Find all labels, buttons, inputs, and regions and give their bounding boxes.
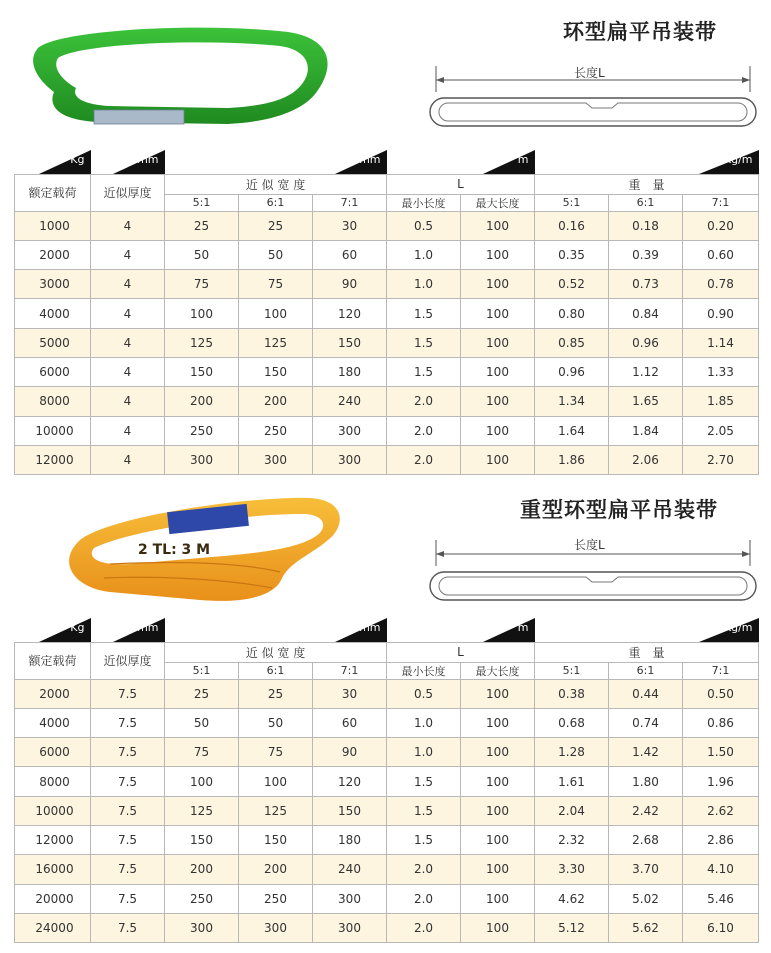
table-cell: 100 [461, 913, 535, 942]
table-cell: 0.78 [683, 270, 759, 299]
table-cell: 300 [313, 416, 387, 445]
table-row [15, 679, 759, 708]
table-cell: 125 [165, 796, 239, 825]
table-cell: 5.12 [535, 913, 609, 942]
table-cell: 125 [165, 328, 239, 357]
header-thickness: 近似厚度 [91, 642, 165, 679]
table-cell: 2000 [15, 679, 91, 708]
table-cell: 4.10 [683, 855, 759, 884]
table-cell: 50 [165, 240, 239, 269]
table-cell: 0.35 [535, 240, 609, 269]
header-weight: 重 量 [535, 174, 759, 194]
table-cell: 1.5 [387, 825, 461, 854]
table-cell: 150 [165, 825, 239, 854]
table-cell: 100 [461, 357, 535, 386]
table-cell: 10000 [15, 416, 91, 445]
spec-table-heavy [14, 618, 759, 943]
unit-tab: mm [91, 618, 165, 642]
table-cell: 0.90 [683, 299, 759, 328]
table-cell: 0.73 [609, 270, 683, 299]
header-min-length: 最小长度 [387, 662, 461, 679]
header-ratio: 7:1 [683, 194, 759, 211]
table-cell: 2.0 [387, 855, 461, 884]
table-cell: 2.86 [683, 825, 759, 854]
table-cell: 1.5 [387, 328, 461, 357]
table-cell: 2.62 [683, 796, 759, 825]
green-sling-image [18, 18, 338, 130]
table-cell: 0.68 [535, 708, 609, 737]
table-cell: 0.16 [535, 211, 609, 240]
table-cell: 8000 [15, 767, 91, 796]
section-title-standard: 环型扁平吊装带 [563, 20, 717, 44]
table-cell: 1.33 [683, 357, 759, 386]
table-cell: 0.96 [609, 328, 683, 357]
header-ratio: 6:1 [609, 194, 683, 211]
table-cell: 0.85 [535, 328, 609, 357]
table-cell: 75 [239, 270, 313, 299]
table-row [15, 416, 759, 445]
table-cell: 240 [313, 387, 387, 416]
section-title-heavy: 重型环型扁平吊装带 [520, 498, 718, 522]
table-cell: 7.5 [91, 679, 165, 708]
table-row [15, 357, 759, 386]
table-row [15, 738, 759, 767]
table-cell: 100 [461, 855, 535, 884]
table-cell: 3.70 [609, 855, 683, 884]
table-cell: 100 [461, 211, 535, 240]
table-cell: 1.42 [609, 738, 683, 767]
table-cell: 250 [239, 884, 313, 913]
table-row [15, 211, 759, 240]
header-rated-load: 额定载荷 [15, 174, 91, 211]
table-cell: 150 [313, 796, 387, 825]
table-cell: 0.96 [535, 357, 609, 386]
header-ratio: 5:1 [165, 194, 239, 211]
table-cell: 2.32 [535, 825, 609, 854]
table-cell: 0.18 [609, 211, 683, 240]
table-cell: 12000 [15, 825, 91, 854]
table-cell: 5.46 [683, 884, 759, 913]
table-cell: 0.50 [683, 679, 759, 708]
table-cell: 200 [239, 855, 313, 884]
table-cell: 100 [461, 240, 535, 269]
unit-tab: Kg [15, 618, 91, 642]
header-min-length: 最小长度 [387, 194, 461, 211]
svg-text:2 TL: 3 M: 2 TL: 3 M [138, 542, 211, 558]
table-cell: 75 [239, 738, 313, 767]
table-cell: 1.86 [535, 445, 609, 474]
table-cell: 30 [313, 679, 387, 708]
table-cell: 2.0 [387, 445, 461, 474]
table-cell: 2.06 [609, 445, 683, 474]
table-cell: 0.80 [535, 299, 609, 328]
unit-tab: Kg/m [683, 150, 759, 174]
header-ratio: 7:1 [313, 662, 387, 679]
table-cell: 1.50 [683, 738, 759, 767]
table-cell: 100 [461, 270, 535, 299]
table-cell: 240 [313, 855, 387, 884]
table-cell: 300 [313, 445, 387, 474]
table-cell: 25 [239, 211, 313, 240]
table-cell: 1.65 [609, 387, 683, 416]
table-cell: 12000 [15, 445, 91, 474]
table-row [15, 825, 759, 854]
table-cell: 100 [461, 328, 535, 357]
table-cell: 180 [313, 357, 387, 386]
table-cell: 90 [313, 270, 387, 299]
table-cell: 100 [461, 884, 535, 913]
length-diagram-1 [426, 60, 758, 130]
table-cell: 1.28 [535, 738, 609, 767]
table-cell: 4 [91, 357, 165, 386]
table-cell: 7.5 [91, 884, 165, 913]
table-cell: 20000 [15, 884, 91, 913]
table-cell: 0.74 [609, 708, 683, 737]
table-row [15, 387, 759, 416]
table-cell: 60 [313, 708, 387, 737]
table-cell: 2.42 [609, 796, 683, 825]
table-cell: 4 [91, 240, 165, 269]
table-cell: 25 [239, 679, 313, 708]
table-cell: 0.86 [683, 708, 759, 737]
table-cell: 0.38 [535, 679, 609, 708]
table-cell: 2.70 [683, 445, 759, 474]
header-width: 近 似 宽 度 [165, 642, 387, 662]
table-cell: 2000 [15, 240, 91, 269]
table-cell: 200 [239, 387, 313, 416]
table-cell: 100 [461, 796, 535, 825]
unit-tab: Kg/m [683, 618, 759, 642]
table-cell: 300 [165, 445, 239, 474]
table-cell: 4 [91, 416, 165, 445]
table-cell: 4 [91, 445, 165, 474]
table-cell: 200 [165, 855, 239, 884]
table-cell: 7.5 [91, 767, 165, 796]
table-cell: 7.5 [91, 913, 165, 942]
table-cell: 4 [91, 299, 165, 328]
table-cell: 1.12 [609, 357, 683, 386]
table-cell: 8000 [15, 387, 91, 416]
table-cell: 1.5 [387, 357, 461, 386]
table-cell: 300 [239, 913, 313, 942]
header-length: L [387, 642, 535, 662]
table-cell: 50 [239, 240, 313, 269]
table-cell: 1.64 [535, 416, 609, 445]
table-cell: 100 [239, 767, 313, 796]
table-cell: 16000 [15, 855, 91, 884]
table-cell: 2.04 [535, 796, 609, 825]
table-cell: 50 [165, 708, 239, 737]
table-row [15, 708, 759, 737]
header-weight: 重 量 [535, 642, 759, 662]
table-cell: 1.84 [609, 416, 683, 445]
table-cell: 4000 [15, 299, 91, 328]
table-cell: 5.62 [609, 913, 683, 942]
table-cell: 7.5 [91, 796, 165, 825]
table-row [15, 913, 759, 942]
table-cell: 1.5 [387, 767, 461, 796]
table-cell: 100 [461, 767, 535, 796]
table-cell: 7.5 [91, 708, 165, 737]
table-cell: 1000 [15, 211, 91, 240]
unit-tab: m [461, 618, 535, 642]
table-row [15, 445, 759, 474]
header-ratio: 5:1 [165, 662, 239, 679]
table-cell: 1.14 [683, 328, 759, 357]
table-cell: 2.0 [387, 913, 461, 942]
table-cell: 25 [165, 679, 239, 708]
table-cell: 1.85 [683, 387, 759, 416]
table-cell: 300 [313, 884, 387, 913]
table-cell: 90 [313, 738, 387, 767]
table-cell: 200 [165, 387, 239, 416]
table-cell: 120 [313, 299, 387, 328]
table-cell: 25 [165, 211, 239, 240]
table-cell: 0.5 [387, 211, 461, 240]
header-thickness: 近似厚度 [91, 174, 165, 211]
header-max-length: 最大长度 [461, 662, 535, 679]
table-cell: 6000 [15, 738, 91, 767]
table-cell: 60 [313, 240, 387, 269]
table-cell: 75 [165, 738, 239, 767]
table-cell: 100 [239, 299, 313, 328]
table-cell: 2.0 [387, 387, 461, 416]
table-cell: 250 [165, 416, 239, 445]
table-cell: 2.0 [387, 416, 461, 445]
table-cell: 100 [461, 387, 535, 416]
unit-tab: mm [313, 150, 387, 174]
table-cell: 100 [165, 299, 239, 328]
table-row [15, 299, 759, 328]
table-cell: 1.0 [387, 708, 461, 737]
length-label: 长度L [574, 538, 605, 552]
header-ratio: 7:1 [683, 662, 759, 679]
table-cell: 7.5 [91, 825, 165, 854]
spec-table-standard [14, 150, 759, 475]
table-cell: 100 [461, 825, 535, 854]
table-cell: 100 [461, 708, 535, 737]
length-diagram-2 [426, 534, 758, 604]
table-cell: 0.5 [387, 679, 461, 708]
unit-tab: m [461, 150, 535, 174]
table-cell: 150 [313, 328, 387, 357]
table-cell: 250 [239, 416, 313, 445]
table-cell: 4 [91, 270, 165, 299]
table-cell: 75 [165, 270, 239, 299]
table-cell: 2.68 [609, 825, 683, 854]
header-length: L [387, 174, 535, 194]
table-cell: 2.05 [683, 416, 759, 445]
table-cell: 50 [239, 708, 313, 737]
table-cell: 4 [91, 328, 165, 357]
table-cell: 0.60 [683, 240, 759, 269]
table-cell: 10000 [15, 796, 91, 825]
table-row [15, 796, 759, 825]
table-cell: 0.39 [609, 240, 683, 269]
table-cell: 300 [313, 913, 387, 942]
header-width: 近 似 宽 度 [165, 174, 387, 194]
table-cell: 5.02 [609, 884, 683, 913]
table-cell: 4 [91, 211, 165, 240]
table-cell: 7.5 [91, 855, 165, 884]
table-cell: 4 [91, 387, 165, 416]
table-row [15, 270, 759, 299]
table-row [15, 855, 759, 884]
table-cell: 24000 [15, 913, 91, 942]
table-cell: 6.10 [683, 913, 759, 942]
table-cell: 150 [239, 357, 313, 386]
table-row [15, 767, 759, 796]
table-cell: 120 [313, 767, 387, 796]
table-cell: 300 [165, 913, 239, 942]
table-cell: 1.0 [387, 270, 461, 299]
table-cell: 5000 [15, 328, 91, 357]
table-cell: 1.61 [535, 767, 609, 796]
unit-tab: mm [91, 150, 165, 174]
table-cell: 4000 [15, 708, 91, 737]
table-cell: 150 [239, 825, 313, 854]
table-cell: 0.44 [609, 679, 683, 708]
yellow-sling-image [50, 492, 350, 610]
table-cell: 1.0 [387, 240, 461, 269]
table-row [15, 240, 759, 269]
header-max-length: 最大长度 [461, 194, 535, 211]
table-cell: 30 [313, 211, 387, 240]
table-cell: 0.20 [683, 211, 759, 240]
table-cell: 2.0 [387, 884, 461, 913]
table-cell: 150 [165, 357, 239, 386]
table-cell: 250 [165, 884, 239, 913]
table-row [15, 328, 759, 357]
table-cell: 125 [239, 328, 313, 357]
table-cell: 1.0 [387, 738, 461, 767]
unit-tab: Kg [15, 150, 91, 174]
header-ratio: 7:1 [313, 194, 387, 211]
table-cell: 100 [461, 679, 535, 708]
unit-tab: mm [313, 618, 387, 642]
header-ratio: 6:1 [609, 662, 683, 679]
table-cell: 100 [461, 738, 535, 767]
table-cell: 7.5 [91, 738, 165, 767]
table-cell: 6000 [15, 357, 91, 386]
header-ratio: 5:1 [535, 194, 609, 211]
table-cell: 3.30 [535, 855, 609, 884]
table-cell: 100 [461, 299, 535, 328]
header-ratio: 6:1 [239, 194, 313, 211]
table-cell: 100 [461, 445, 535, 474]
table-cell: 180 [313, 825, 387, 854]
table-row [15, 884, 759, 913]
table-cell: 100 [461, 416, 535, 445]
table-cell: 0.52 [535, 270, 609, 299]
table-cell: 125 [239, 796, 313, 825]
header-ratio: 6:1 [239, 662, 313, 679]
header-ratio: 5:1 [535, 662, 609, 679]
table-cell: 1.80 [609, 767, 683, 796]
table-cell: 100 [165, 767, 239, 796]
table-cell: 1.5 [387, 299, 461, 328]
table-cell: 3000 [15, 270, 91, 299]
header-rated-load: 额定载荷 [15, 642, 91, 679]
table-cell: 1.96 [683, 767, 759, 796]
table-cell: 0.84 [609, 299, 683, 328]
table-cell: 300 [239, 445, 313, 474]
table-cell: 4.62 [535, 884, 609, 913]
table-cell: 1.5 [387, 796, 461, 825]
length-label: 长度L [574, 66, 605, 80]
table-cell: 1.34 [535, 387, 609, 416]
